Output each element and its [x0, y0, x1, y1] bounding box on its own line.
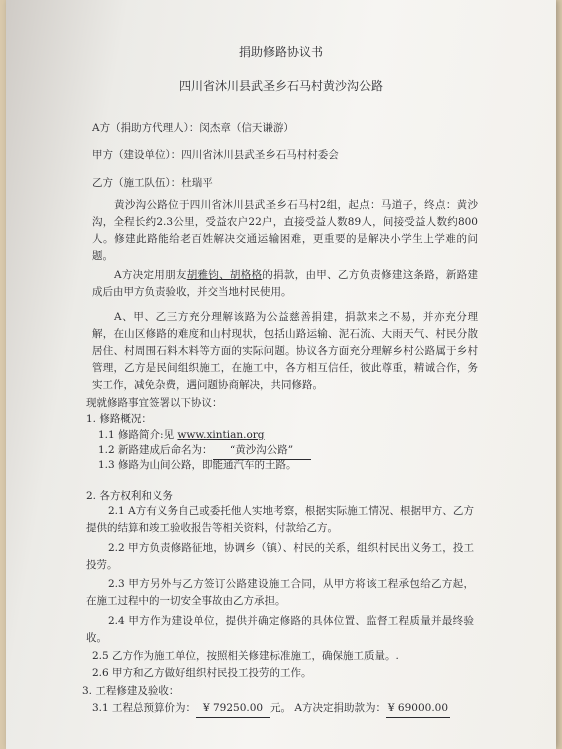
document-title: 捐助修路协议书 — [238, 45, 323, 59]
item-2-3: 2.3 甲方另外与乙方签订公路建设施工合同，从甲方将该工程承包给乙方起，在施工过程中的一切安全事故由乙方承担。 — [86, 578, 474, 607]
item-2-4: 2.4 甲方作为建设单位，提供并确定修路的具体位置、监督工程质量并最终验收。 — [86, 615, 474, 644]
donation-text-pre: A方决定用朋友 — [114, 269, 187, 281]
section-2-heading: 2. 各方权利和义务 — [86, 490, 173, 502]
donation-paragraph — [92, 267, 478, 301]
party-a: A方（捐助方代理人）：闵杰章（信天谦游） — [92, 122, 294, 134]
item-2-2: 2.2 甲方负责修路征地，协调乡（镇）、村民的关系，组织村民出义务工，投工投劳。 — [86, 542, 474, 571]
party-yi: 乙方（施工队伍）：杜瑞平 — [92, 177, 213, 189]
donation-amount: ¥ 69000.00 — [386, 700, 450, 718]
website-link[interactable]: www.xintian.org — [177, 429, 265, 441]
item-2-6: 2.6 甲方和乙方做好组织村民投工投劳的工作。 — [92, 667, 312, 679]
cooperation-paragraph: A、甲、乙三方充分理解该路为公益慈善捐建，捐款来之不易，并亦充分理解，在山区修路的难度和山村现状，包括山路运输、泥石流、大雨天气、村民分散居住、村周围石料木料等方面的实际问题。协议各方面充分理解乡村公路属于乡村管理，乙方是民间组织施工，在施工中，各方相互信任，彼此尊重，精诚合作，务实工作，减免杂费，遇问题协商解决，共同修路。 — [92, 311, 478, 391]
item-3-1-mid: 元。 A方决定捐助款为： — [270, 702, 386, 714]
item-3-1-label: 3.1 工程总预算价为： — [92, 702, 197, 714]
party-jia: 甲方（建设单位）：四川省沐川县武圣乡石马村村委会 — [92, 149, 339, 161]
agreement-intro: 现就修路事宜签署以下协议： — [86, 397, 223, 409]
item-2-1: 2.1 A方有义务自己或委托他人实地考察，根据实际施工情况、根据甲方、乙方提供的结算和竣工验收报告等相关资料，付款给乙方。 — [86, 505, 474, 534]
item-1-2-label: 1.2 新路建成后命名为： — [98, 444, 213, 456]
item-2-5: 2.5 乙方作为施工单位，按照相关修建标准施工，确保施工质量。. — [92, 650, 399, 662]
donation-text-post: 的捐款，由甲、乙方负责修建这条路，新路建成后由甲方负责验收，并交当地村民使用。 — [92, 269, 478, 298]
budget-amount: ¥ 79250.00 — [196, 700, 270, 718]
donor-names: 胡雅钧、胡格格 — [186, 269, 263, 281]
intro-paragraph: 黄沙沟公路位于四川省沐川县武圣乡石马村2组，起点：马道子，终点：黄沙沟，全程长约2.3公里，受益农户22户，直接受益人数89人，间接受益人数约800人。修建此路能给老百姓解决交通运输困难，更重要的是解决小学生上学难的问题。 — [92, 199, 478, 262]
section-1-heading: 1. 修路概况： — [86, 413, 152, 425]
section-3-heading: 3. 工程修建及验收： — [82, 685, 180, 697]
item-1-1-label: 1.1 修路简介:见 — [98, 429, 175, 441]
document-subtitle: 四川省沐川县武圣乡石马村黄沙沟公路 — [178, 79, 383, 93]
item-1-3: 1.3 修路为山间公路，即能通汽车的土路。 — [98, 459, 297, 471]
road-name: “黄沙沟公路” — [213, 442, 311, 460]
item-3-1 — [92, 700, 450, 718]
